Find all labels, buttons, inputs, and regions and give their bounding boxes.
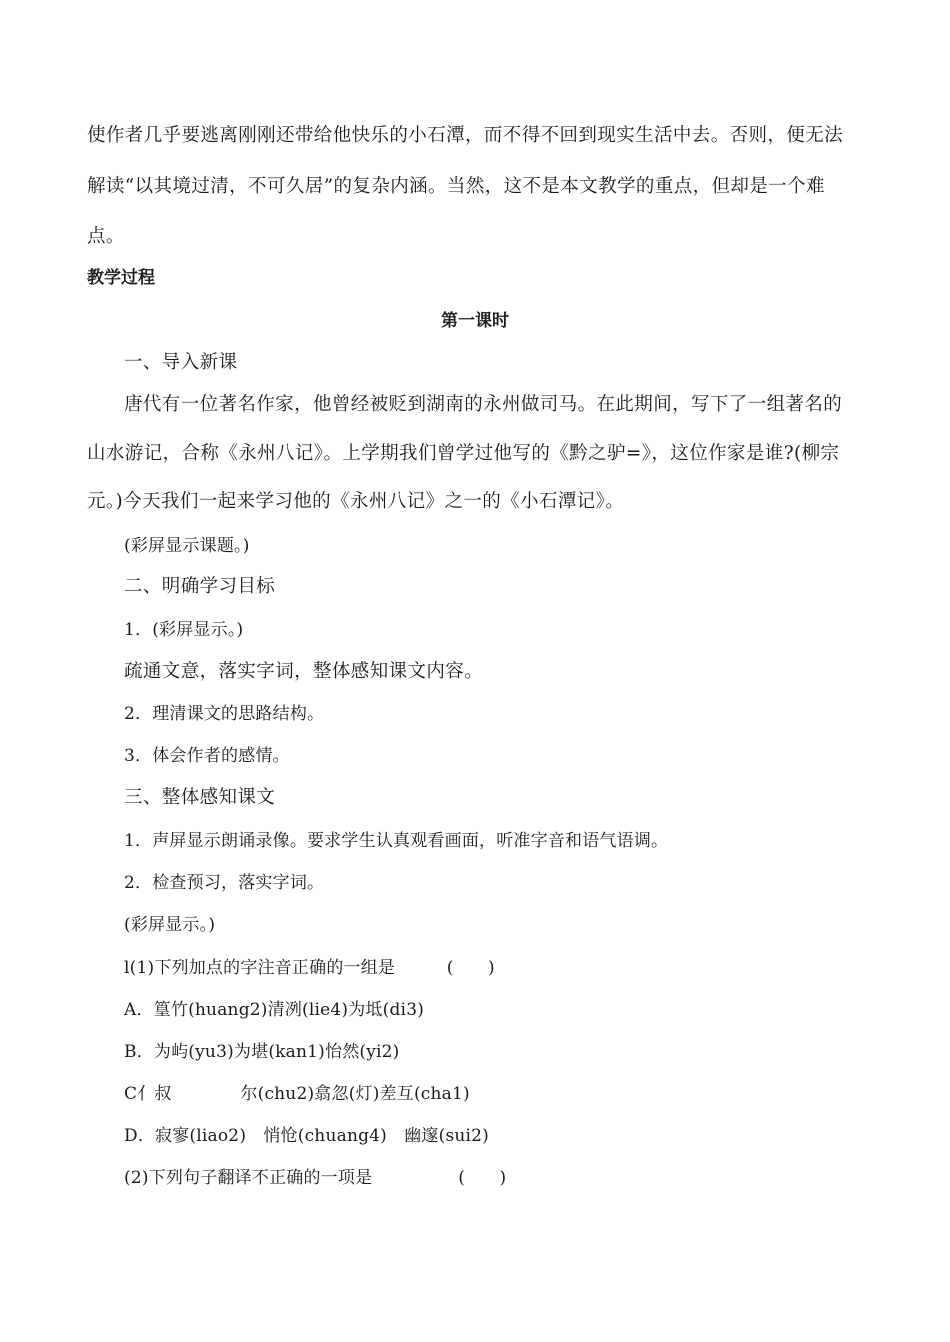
- section3-item-1: 1．声屏显示朗诵录像。要求学生认真观看画面，听准字音和语气语调。: [124, 831, 669, 851]
- section3-note: (彩屏显示。): [124, 915, 216, 935]
- intro-line-1: 使作者几乎要逃离刚刚还带给他快乐的小石潭，而不得不回到现实生活中去。否则，便无法: [87, 125, 844, 146]
- section2-title: 二、明确学习目标: [124, 576, 276, 597]
- section2-item-1: 1．(彩屏显示。): [124, 620, 244, 640]
- section2-item-3: 3．体会作者的感情。: [124, 746, 290, 766]
- section3-item-2: 2．检查预习，落实字词。: [124, 873, 325, 893]
- section1-line-1: 唐代有一位著名作家，他曾经被贬到湖南的永州做司马。在此期间，写下了一组著名的: [124, 394, 843, 415]
- teaching-process-heading: 教学过程: [87, 268, 155, 288]
- section1-line-2: 山水游记，合称《永州八记》。上学期我们曾学过他写的《黔之驴=》，这位作家是谁?(柳宗: [87, 443, 840, 464]
- question-1-option-c: C亻叔 尔(chu2)翕忽(灯)差互(cha1): [124, 1084, 470, 1104]
- section2-item-1-text: 疏通文意，落实字词，整体感知课文内容。: [124, 661, 484, 682]
- question-2: (2)下列句子翻译不正确的一项是 ( ): [124, 1168, 507, 1188]
- question-1-option-d: D．寂寥(liao2) 悄怆(chuang4) 幽邃(sui2): [124, 1126, 490, 1146]
- question-1-option-a: A．篁竹(huang2)清冽(lie4)为坻(di3): [124, 1000, 425, 1020]
- section1-title: 一、导入新课: [124, 352, 238, 373]
- section2-item-2: 2．理清课文的思路结构。: [124, 704, 325, 724]
- question-1-option-b: B．为屿(yu3)为堪(kan1)怡然(yi2): [124, 1042, 400, 1062]
- intro-line-2: 解读“以其境过清，不可久居”的复杂内涵。当然，这不是本文教学的重点，但却是一个难: [87, 176, 825, 197]
- section1-line-3: 元。)今天我们一起来学习他的《永州八记》之一的《小石潭记》。: [87, 491, 625, 512]
- lesson-heading: 第一课时: [441, 311, 509, 331]
- section1-note: (彩屏显示课题。): [124, 536, 250, 556]
- section3-title: 三、整体感知课文: [124, 787, 276, 808]
- intro-line-3: 点。: [87, 226, 125, 247]
- question-1: l(1)下列加点的字注音正确的一组是 ( ): [124, 958, 495, 978]
